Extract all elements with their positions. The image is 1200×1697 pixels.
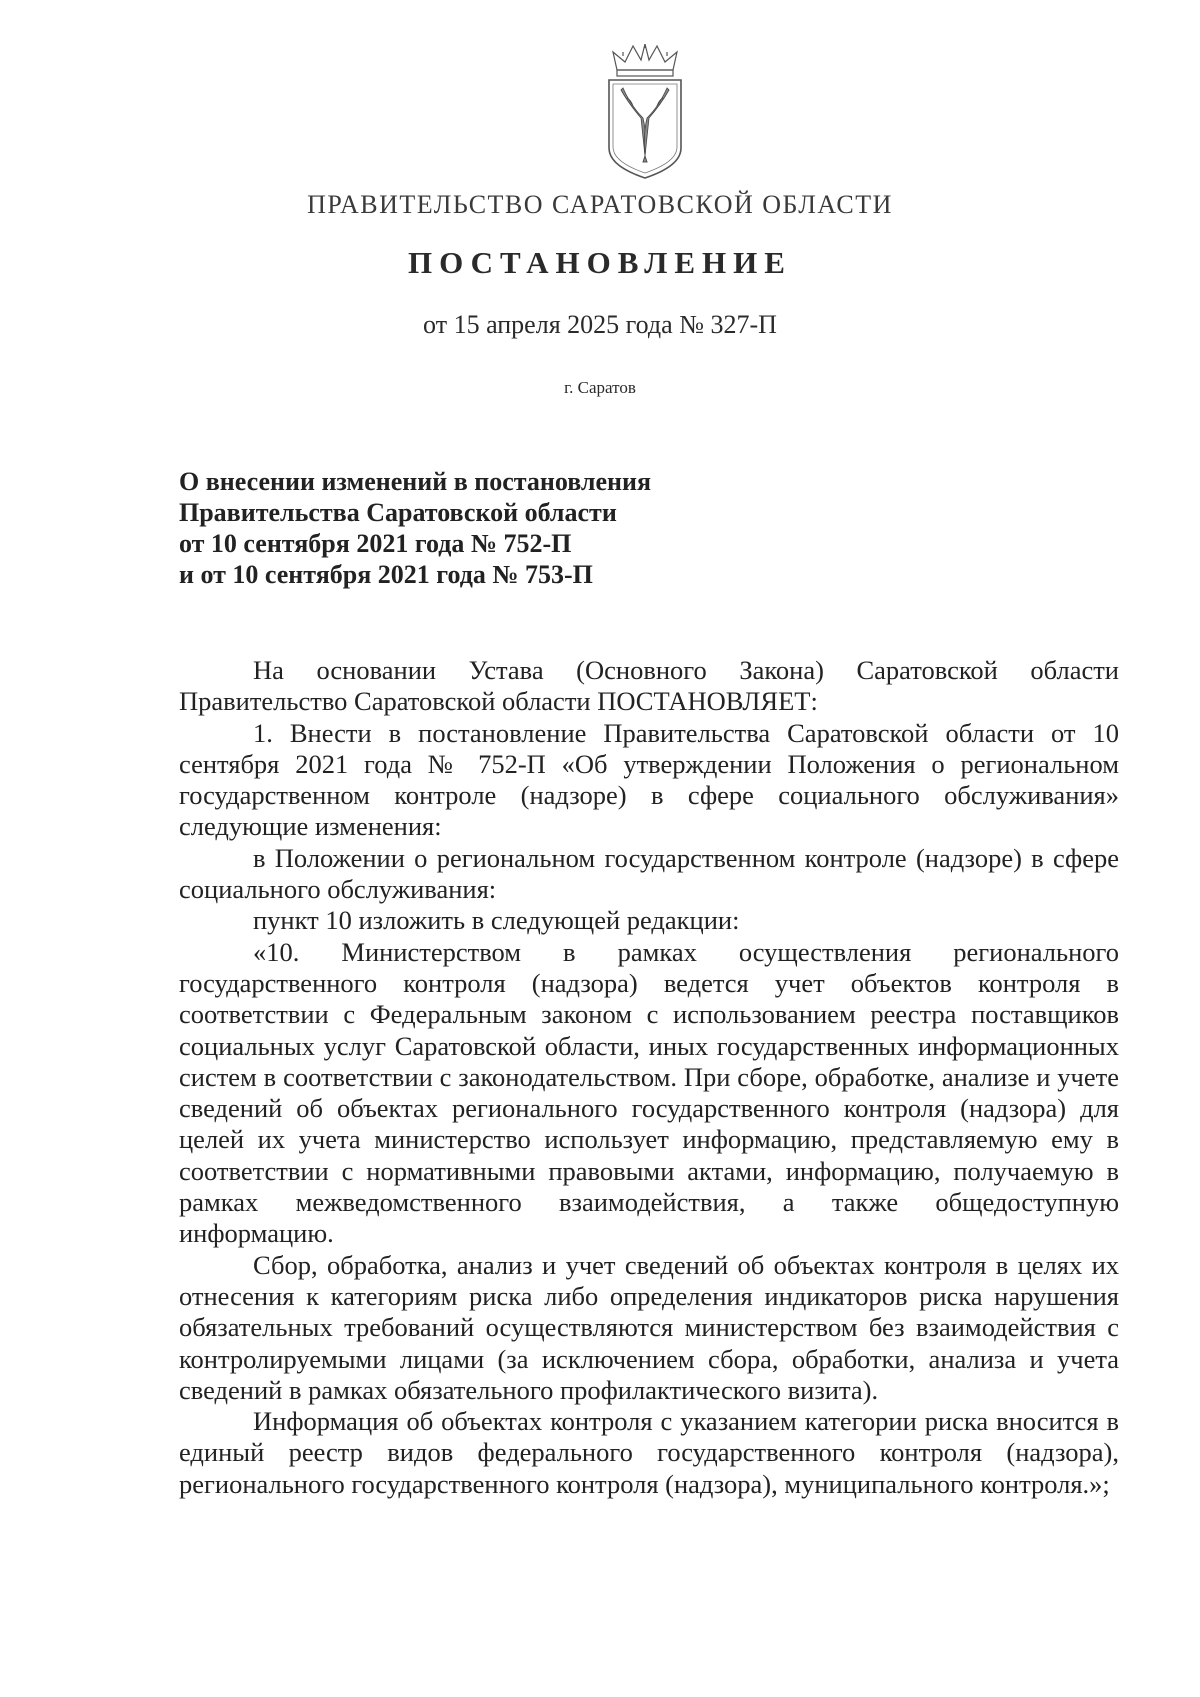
document-date-number: от 15 апреля 2025 года № 327-П (423, 310, 777, 339)
saratov-coat-of-arms-icon (603, 44, 687, 180)
subject-line: и от 10 сентября 2021 года № 753-П (179, 560, 593, 589)
subject-line: Правительства Саратовской области (179, 498, 617, 527)
body-paragraph: Сбор, обработка, анализ и учет сведений об объектах контроля в целях их отнесения к категориям риска либо определения индикаторов риска нарушения обязательных требований осуществляются министерством без взаимодействия с контролируемыми лицами (за исключением сбора, обработки, анализа и учета сведений в рамках обязательного профилактического визита). (179, 1249, 1119, 1405)
subject-line: от 10 сентября 2021 года № 752-П (179, 529, 572, 558)
document-city: г. Саратов (564, 378, 636, 397)
body-paragraph: пункт 10 изложить в следующей редакции: (253, 905, 740, 936)
government-name: ПРАВИТЕЛЬСТВО САРАТОВСКОЙ ОБЛАСТИ (307, 190, 893, 219)
body-paragraph: На основании Устава (Основного Закона) Саратовской области Правительство Саратовской области ПОСТАНОВЛЯЕТ: (179, 655, 1119, 717)
document-body (179, 655, 1119, 1500)
body-paragraph: в Положении о региональном государственном контроле (надзоре) в сфере социального обслуживания: (179, 842, 1119, 905)
body-paragraph: «10. Министерством в рамках осуществления регионального государственного контроля (надзора) ведется учет объектов контроля в соответствии с Федеральным законом с использованием реестра поставщиков социальных услуг Саратовской области, иных государственных информационных систем в соответствии с законодательством. При сборе, обработке, анализе и учете сведений об объектах регионального государственного контроля (надзора) для целей их учета министерство использует информацию, представляемую ему в соответствии с нормативными правовыми актами, информацию, получаемую в рамках межведомственного взаимодействия, а также общедоступную информацию. (179, 936, 1119, 1249)
body-paragraph: 1. Внести в постановление Правительства Саратовской области от 10 сентября 2021 года № 752-П «Об утверждении Положения о региональном государственном контроле (надзоре) в сфере социального обслуживания» следующие изменения: (179, 717, 1119, 842)
document-subject (179, 466, 879, 590)
body-paragraph: Информация об объектах контроля с указанием категории риска вносится в единый реестр видов федерального государственного контроля (надзора), регионального государственного контроля (надзора), муниципального контроля.»; (179, 1406, 1119, 1499)
subject-line: О внесении изменений в постановления (179, 467, 652, 496)
document-type: ПОСТАНОВЛЕНИЕ (408, 245, 792, 280)
